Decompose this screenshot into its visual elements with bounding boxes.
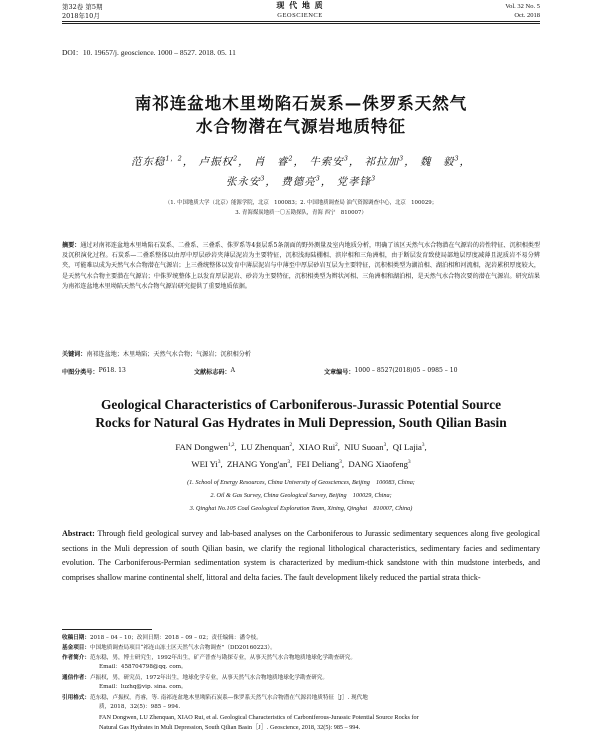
author-en: FEI Deliang$^3$ [296, 459, 342, 469]
title-en-line1: Geological Characteristics of Carboniferous-Jurassic Potential Source [100, 397, 502, 412]
author-en: WEI Yi$^3$ [191, 459, 221, 469]
affiliation-en-line2: 2. Oil & Gas Survey, China Geological Survey, Beijing 100029, China; [210, 492, 392, 499]
header-journal-en: GEOSCIENCE [277, 12, 323, 19]
title-cn-line1: 南祁连盆地木里坳陷石炭系—侏罗系天然气 [134, 94, 468, 113]
article-id: 文章编号： 1000 – 8527(2018)05 – 0985 – 10 [324, 367, 458, 376]
footnote-citation-cn-cont: 质，2018，32(5)：985 – 994. [99, 704, 181, 710]
author-cn: 党孝锋$^3$ [336, 175, 377, 188]
author-en: QI Lajia$^3$ [392, 442, 425, 452]
document-code: 文献标志码： A [194, 367, 235, 376]
affiliation-en-line1: (1. School of Energy Resources, China University of Geosciences, Beijing 100083, China; [187, 479, 415, 486]
header-volume-en: Vol. 32 No. 5 [505, 3, 540, 10]
footnote-citation-cn: 引用格式：范东稳，卢振权，肖睿，等. 南祁连盆地木里坳陷石炭系—侏罗系天然气水合物潜在气源岩地质特征［J］. 现代地 [62, 695, 368, 701]
abstract-en-text: Through field geological survey and lab-based analyses on the Carboniferous to Jurassic sedimentary sequences along five geological sections in the Muli depression of south Qilian basin, we clarify the regional lithological characteristics, sedimentary facies and sedimentary evolution. The Carboniferous-Permian sedimentation system is characterized by medium-thick sandstone with thin mudstone interbeds, and comprises shallow marine continental shelf, littoral and delta facies. The fault development likely reduced the partial strata thick- [62, 529, 540, 582]
authors-en-line2: WEI Yi$^3$, ZHANG $Yong'an^3$, FEI Deliang$^3$, DANG Xiaofeng$^3$ [191, 459, 411, 469]
header-journal-cn: 现 代 地 质 [276, 1, 324, 10]
abstract-cn-label: 摘要： [62, 242, 81, 249]
author-cn: 范东稳$^{1,2}$ [130, 155, 183, 168]
footnote-contact: 通信作者：卢振权，男，研究员，1972年出生，地球化学专业，从事天然气水合物地质地球化学勘查研究。 [62, 675, 328, 681]
author-en: DANG Xiaofeng$^3$ [348, 459, 411, 469]
author-en: ZHANG $Yong'an^3$ [226, 459, 291, 469]
header-rule-top [62, 21, 540, 22]
footnote-citation-en: FAN Dongwen, LU Zhenquan, XIAO Rui, et al. Geological Characteristics of Carboniferous-Jurassic Potential Source Rocks for [99, 714, 419, 721]
abstract-en [62, 527, 540, 585]
header-date-en: Oct. 2018 [514, 12, 540, 19]
author-cn: 张永安$^3$ [225, 175, 266, 188]
footnote-rule [62, 629, 152, 630]
footnote-received: 收稿日期：2018 – 04 – 10；改回日期：2018 – 09 – 02；责任编辑：潘令枝。 [62, 635, 262, 641]
keywords-cn [62, 350, 540, 360]
header-rule-bottom [62, 23, 540, 24]
abstract-en-label: Abstract: [62, 529, 95, 538]
author-cn: 费德亮$^3$ [281, 175, 321, 188]
clc-code: 中图分类号： P618. 13 [62, 367, 126, 376]
author-en: XIAO Rui$^2$ [298, 442, 338, 452]
author-en: NIU Suoan$^3$ [344, 442, 387, 452]
title-cn-line2: 水合物潜在气源岩地质特征 [196, 117, 406, 136]
author-cn: 牛索安$^3$ [309, 155, 349, 168]
author-cn: 魏 毅$^3$ [420, 155, 460, 168]
affiliation-en-line3: 3. Qinghai No.105 Coal Geological Exploration Team, Xining, Qinghai 810007, China) [189, 505, 413, 512]
keywords-cn-label: 关键词： [62, 351, 87, 358]
author-cn: 肖 睿$^2$ [253, 155, 294, 168]
footnote-author: 作者简介：范东稳，男，博士研究生，1992年出生，矿产普查与勘探专业，从事天然气水合物地质地球化学勘查研究。 [62, 655, 356, 661]
author-en: LU Zhenquan$^2$ [241, 442, 293, 452]
footnote-contact-email[interactable]: Email：luzhq@vip. sina. com。 [99, 684, 187, 690]
keywords-cn-text: 南祁连盆地；木里坳陷；天然气水合物；气源岩；沉积相分析 [86, 351, 251, 358]
footnote-fund: 基金项目：中国地质调查局项目“祁连山冻土区天然气水合物调查”（DD20160223）。 [62, 645, 276, 651]
doi[interactable]: DOI：10. 19657/j. geoscience. 1000 – 8527. 2018. 05. 11 [62, 48, 236, 57]
abstract-cn [62, 241, 540, 292]
footnote-citation-en-cont: Natural Gas Hydrates in Muli Depression, South Qilian Basin［J］. Geoscience, 2018, 32(5): 985 – 994. [99, 724, 361, 731]
authors-cn-line1: 范东稳$^{1,2}$， 卢振权$^2$， 肖 睿$^2$， 牛索安$^3$， 祁拉加$^3$， 魏 毅$^3$， [130, 155, 472, 168]
author-cn: 卢振权$^2$ [198, 155, 239, 168]
abstract-cn-text: 通过对南祁连盆地木里坳陷石炭系、二叠系、三叠系、侏罗系等4套层系5条剖面的野外测量及室内地质分析，明确了该区天然气水合物潜在气源岩的岩性特征、沉积相类型及沉积演化过程。石炭系—二叠系整体以由厚中厚层砂岩夹薄层泥岩为主要特征，沉积浅海陆棚相、滨岸相和三角洲相，由于断层发育致使局部地层厚度减薄且泥质岩不易分辨夹，可能难以成为天然气水合物潜在气源岩；上三叠统整体以发育中薄层泥岩与中薄至中厚层砂岩互层为主要特征，沉积相类型为湖泊相、湖泊相和河流相，泥岩累积厚度较大，是天然气水合物主要潜在气源岩；中侏罗统整体上以发育厚层泥岩、砂岩为主要特征，沉积相类型为辫状河相、三角洲相和湖泊相，是天然气水合物次要的潜在气源岩。研究结果为南祁连盆地木里坳陷天然气水合物气源岩研究提供了重要地质依据。 [62, 242, 540, 290]
footnote-author-email[interactable]: Email：458704798@qq. com。 [99, 664, 187, 670]
title-en-line2: Rocks for Natural Gas Hydrates in Muli Depression, South Qilian Basin [95, 415, 507, 430]
author-en: FAN Dongwen$^{1,2}$ [175, 442, 235, 452]
authors-en-line1: FAN Dongwen$^{1,2}$, LU Zhenquan$^2$, XIAO Rui$^2$, NIU Suoan$^3$, QI Lajia$^3$, [175, 442, 427, 452]
affiliation-cn-line1: （1. 中国地质大学（北京）能源学院，北京 100083；2. 中国地质调查局 油气资源调查中心，北京 100029； [164, 200, 438, 206]
header-volume-cn: 第32卷 第5期 [62, 3, 103, 11]
affiliation-cn-line2: 3. 青海煤炭地质一〇五勘探队，青海 西宁 810007） [235, 210, 367, 216]
authors-cn-line2: 张永安$^3$， 费德亮$^3$， 党孝锋$^3$ [225, 175, 377, 188]
author-cn: 祁拉加$^3$ [364, 155, 405, 168]
header-date-cn: 2018年10月 [62, 12, 100, 20]
